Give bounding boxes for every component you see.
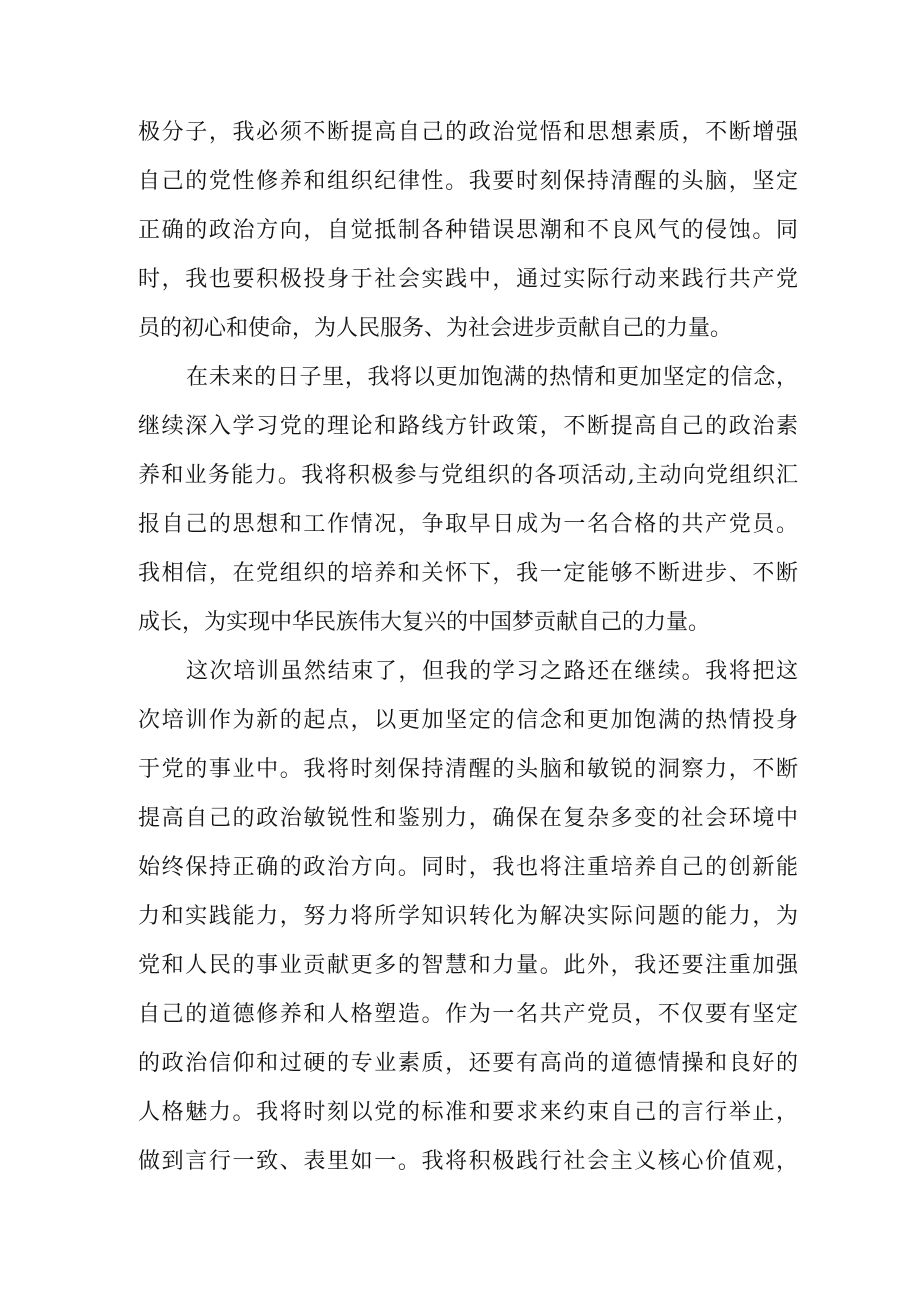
text-line: 次培训作为新的起点，以更加坚定的信念和更加饱满的热情投身 xyxy=(138,708,798,733)
text-line: 极分子，我必须不断提高自己的政治觉悟和思想素质，不断增强 xyxy=(138,120,798,145)
text-line: 这次培训虽然结束了，但我的学习之路还在继续。我将把这 xyxy=(186,659,798,684)
text-line: 人格魅力。我将时刻以党的标准和要求来约束自己的言行举止， xyxy=(138,1100,798,1125)
text-line: 党和人民的事业贡献更多的智慧和力量。此外，我还要注重加强 xyxy=(138,953,798,978)
text-line: 力和实践能力，努力将所学知识转化为解决实际问题的能力，为 xyxy=(138,904,798,929)
paragraph-3 xyxy=(138,647,798,1186)
text-line: 于党的事业中。我将时刻保持清醒的头脑和敏锐的洞察力，不断 xyxy=(138,757,798,782)
text-line: 自己的党性修养和组织纪律性。我要时刻保持清醒的头脑，坚定 xyxy=(138,169,798,194)
text-line: 继续深入学习党的理论和路线方针政策，不断提高自己的政治素 xyxy=(138,414,798,439)
paragraph-2 xyxy=(138,353,798,647)
text-line: 养和业务能力。我将积极参与党组织的各项活动,主动向党组织汇 xyxy=(138,463,798,488)
text-line: 自己的道德修养和人格塑造。作为一名共产党员，不仅要有坚定 xyxy=(138,1002,798,1027)
text-line: 时，我也要积极投身于社会实践中，通过实际行动来践行共产党 xyxy=(138,267,798,292)
text-line: 的政治信仰和过硬的专业素质，还要有高尚的道德情操和良好的 xyxy=(138,1051,798,1076)
text-line: 提高自己的政治敏锐性和鉴别力，确保在复杂多变的社会环境中 xyxy=(138,806,798,831)
paragraph-1 xyxy=(138,108,798,353)
document-body xyxy=(138,108,798,1186)
text-line: 员的初心和使命，为人民服务、为社会进步贡献自己的力量。 xyxy=(138,316,733,341)
text-line: 正确的政治方向，自觉抵制各种错误思潮和不良风气的侵蚀。同 xyxy=(138,218,798,243)
text-line: 始终保持正确的政治方向。同时，我也将注重培养自己的创新能 xyxy=(138,855,798,880)
text-line: 报自己的思想和工作情况，争取早日成为一名合格的共产党员。 xyxy=(138,512,798,537)
text-line: 做到言行一致、表里如一。我将积极践行社会主义核心价值观， xyxy=(138,1149,798,1174)
text-line: 我相信，在党组织的培养和关怀下，我一定能够不断进步、不断 xyxy=(138,561,798,586)
text-line: 在未来的日子里，我将以更加饱满的热情和更加坚定的信念， xyxy=(186,365,798,390)
text-line: 成长，为实现中华民族伟大复兴的中国梦贡献自己的力量。 xyxy=(138,610,711,635)
